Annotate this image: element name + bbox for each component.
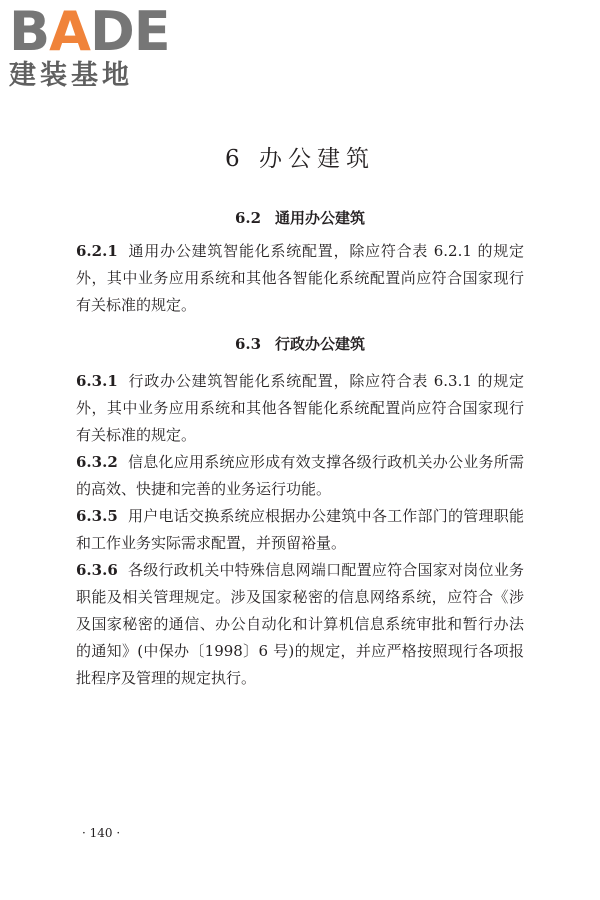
clause-6-3-6: 6.3.6 各级行政机关中特殊信息网端口配置应符合国家对岗位业务职能及相关管理规定。涉及国家秘密的信息网络系统，应符合《涉及国家秘密的通信、办公自动化和计算机信息系统审批和暂行办法的通知》(中保办〔1998〕6 号)的规定，并应严格按照现行各项报批程序及管理的规定执行。 [76, 561, 524, 687]
clause-6-2-1: 6.2.1 通用办公建筑智能化系统配置，除应符合表 6.2.1 的规定外，其中业务应用系统和其他各智能化系统配置尚应符合国家现行有关标准的规定。 [76, 242, 524, 314]
section-heading-6-3: 6.3 行政办公建筑 [234, 335, 366, 353]
clause-6-3-2: 6.3.2 信息化应用系统应形成有效支撑各级行政机关办公业务所需的高效、快捷和完善的业务运行功能。 [76, 453, 524, 498]
chapter-title: 6 办公建筑 [225, 146, 375, 172]
logo-wordmark: BADE [9, 0, 170, 63]
section-heading-6-2: 6.2 通用办公建筑 [234, 209, 366, 227]
clause-6-3-5: 6.3.5 用户电话交换系统应根据办公建筑中各工作部门的管理职能和工作业务实际需求配置，并预留裕量。 [76, 507, 524, 552]
page-number: · 140 · [82, 826, 121, 840]
clause-6-3-1: 6.3.1 行政办公建筑智能化系统配置，除应符合表 6.3.1 的规定外，其中业务应用系统和其他各智能化系统配置尚应符合国家现行有关标准的规定。 [76, 372, 524, 444]
bade-logo [9, 0, 179, 96]
logo-subtitle: 建装基地 [9, 60, 133, 91]
